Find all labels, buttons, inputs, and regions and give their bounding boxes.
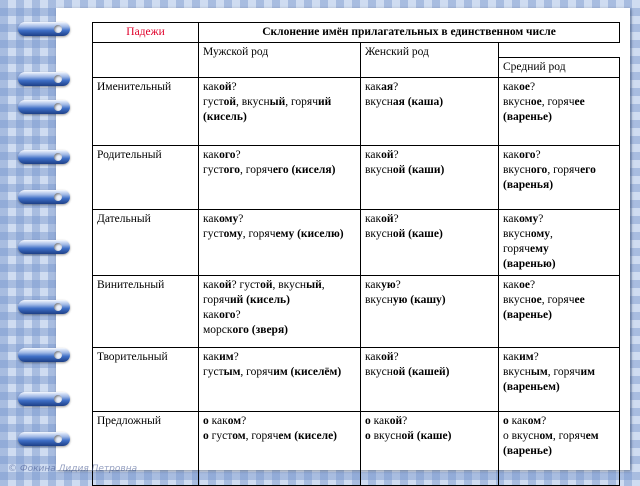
stem-text: , вкусн <box>236 96 270 108</box>
ending-bold: ым <box>530 366 548 378</box>
ending-bold: ое <box>530 294 542 306</box>
ending-bold: ой <box>381 351 394 363</box>
stem-text: как <box>203 351 220 363</box>
example-line <box>365 95 494 110</box>
ending-bold: ая (каша) <box>392 96 444 108</box>
header-cases: Падежи <box>93 23 199 43</box>
ending-bold: ой <box>381 213 394 225</box>
ending-bold: ой (кашей) <box>392 366 450 378</box>
stem-text: ? <box>393 149 399 161</box>
example-line <box>503 212 615 227</box>
ending-bold: ее <box>574 294 585 306</box>
stem-text: как <box>365 81 382 93</box>
example-line <box>503 350 615 365</box>
declension-table <box>92 22 620 486</box>
table-row <box>93 78 620 146</box>
ending-bold: ое <box>519 81 530 93</box>
table-row <box>93 412 620 486</box>
cell-masc <box>199 210 361 276</box>
stem-text: ? <box>533 351 539 363</box>
example-line <box>503 414 615 429</box>
stem-text: , горяч <box>285 96 318 108</box>
stem-text: ? <box>241 415 247 427</box>
example-line <box>503 257 615 272</box>
ending-bold: ом <box>232 430 246 442</box>
example-line <box>503 80 615 95</box>
stem-text: вкусн <box>503 294 531 306</box>
example-line <box>203 278 356 293</box>
cell-masc <box>199 78 361 146</box>
ending-bold: ом <box>527 415 542 427</box>
example-line <box>503 163 615 178</box>
table-row <box>93 210 620 276</box>
example-line <box>203 80 356 95</box>
binder-ring-icon <box>18 22 70 36</box>
stem-text: густ <box>203 164 224 176</box>
stem-text: густ <box>203 366 224 378</box>
case-name: Творительный <box>93 348 199 412</box>
case-name: Родительный <box>93 146 199 210</box>
example-line <box>203 365 356 380</box>
binder-ring-icon <box>18 300 70 314</box>
ending-bold: ой <box>389 415 403 427</box>
cell-fem <box>361 348 499 412</box>
stem-text: ? <box>541 415 547 427</box>
stem-text: как <box>503 213 520 225</box>
example-line <box>203 227 356 242</box>
cell-fem <box>361 210 499 276</box>
example-line <box>365 278 494 293</box>
stem-text: как <box>503 149 520 161</box>
stem-text: горяч <box>503 243 531 255</box>
ending-bold: ой (каше) <box>401 430 452 442</box>
stem-text: как <box>365 351 382 363</box>
ending-bold: ий <box>318 96 332 108</box>
cell-fem <box>361 412 499 486</box>
ending-bold: ая <box>381 81 394 93</box>
stem-text: , вкусн <box>272 279 307 291</box>
stem-text: как <box>503 81 520 93</box>
ending-bold: его (киселя) <box>272 164 336 176</box>
example-line <box>503 444 615 459</box>
ending-bold: ой <box>260 279 273 291</box>
case-name: Винительный <box>93 276 199 348</box>
stem-text: как <box>365 149 382 161</box>
case-name: Именительный <box>93 78 199 146</box>
ending-bold: ой <box>223 96 236 108</box>
stem-text: о вкусн <box>503 430 540 442</box>
stem-text: ? <box>393 213 399 225</box>
cell-masc <box>199 276 361 348</box>
stem-text: ? <box>231 81 237 93</box>
cell-neut <box>499 78 620 146</box>
cell-fem <box>361 276 499 348</box>
cell-fem <box>361 78 499 146</box>
ending-bold: (кисель) <box>203 111 247 123</box>
ending-bold: ему (киселю) <box>275 228 344 240</box>
example-line <box>503 110 615 125</box>
example-line <box>203 308 356 323</box>
example-line <box>203 148 356 163</box>
binder-ring-icon <box>18 240 70 254</box>
ending-bold: о <box>503 415 509 427</box>
example-line <box>503 380 615 395</box>
ending-bold: о <box>203 430 209 442</box>
stem-text: , горяч <box>552 430 586 442</box>
ending-bold: ий (кисель) <box>230 294 290 306</box>
ending-bold: ой <box>219 81 232 93</box>
stem-text: ? <box>529 81 536 93</box>
example-line <box>203 429 356 444</box>
ending-bold: ой (каше) <box>392 228 443 240</box>
stem-text: как <box>365 213 382 225</box>
ending-bold: (варенья) <box>503 179 554 191</box>
stem-text: вкусн <box>503 164 531 176</box>
header-neut: Средний род <box>499 58 620 78</box>
binder-ring-icon <box>18 72 70 86</box>
stem-text: ? <box>402 415 408 427</box>
ending-bold: ему <box>530 243 549 255</box>
example-line <box>365 163 494 178</box>
cell-neut <box>499 412 620 486</box>
ending-bold: ой <box>219 279 232 291</box>
ending-bold: им <box>219 351 234 363</box>
cell-neut <box>499 146 620 210</box>
header-neut-spacer <box>499 43 620 58</box>
example-line <box>203 163 356 178</box>
cell-fem <box>361 146 499 210</box>
ending-bold: ому <box>223 228 243 240</box>
ending-bold: ем (киселе) <box>278 430 338 442</box>
ending-bold: ого <box>219 309 236 321</box>
table-row <box>93 348 620 412</box>
stem-text: ? <box>538 213 544 225</box>
stem-text: , горяч <box>242 228 276 240</box>
stem-text: как <box>203 279 220 291</box>
stem-text: как <box>203 149 220 161</box>
ending-bold: ем <box>585 430 599 442</box>
stem-text: как <box>208 415 228 427</box>
binder-ring-icon <box>18 392 70 406</box>
stem-text: как <box>203 213 220 225</box>
ending-bold: ую (кашу) <box>392 294 446 306</box>
ending-bold: ом <box>539 430 553 442</box>
binder-ring-icon <box>18 432 70 446</box>
stem-text: как <box>365 279 382 291</box>
example-line <box>203 414 356 429</box>
stem-text: ? <box>233 351 239 363</box>
stem-text: вкусн <box>365 294 393 306</box>
stem-text: густ <box>208 430 233 442</box>
example-line <box>203 212 356 227</box>
stem-text: вкусн <box>365 228 393 240</box>
cell-masc <box>199 348 361 412</box>
example-line <box>203 293 356 308</box>
binder-ring-icon <box>18 100 70 114</box>
binder-ring-icon <box>18 348 70 362</box>
ending-bold: (варенье) <box>503 111 552 123</box>
example-line <box>365 148 494 163</box>
ending-bold: (варенье) <box>503 309 552 321</box>
ending-bold: ее <box>574 96 585 108</box>
ending-bold: ом <box>227 415 242 427</box>
ending-bold: ого (зверя) <box>232 324 288 336</box>
example-line <box>365 80 494 95</box>
stem-text: ? <box>529 279 536 291</box>
header-fem: Женский род <box>361 43 499 78</box>
ending-bold: ой <box>381 149 394 161</box>
cell-neut <box>499 348 620 412</box>
stem-text: , <box>550 228 553 240</box>
example-line <box>365 414 494 429</box>
stem-text: вкусн <box>365 366 393 378</box>
ending-bold: ого <box>219 149 236 161</box>
ending-bold: ому <box>530 228 550 240</box>
ending-bold: ой (каши) <box>392 164 445 176</box>
header-title: Склонение имён прилагательных в единственном числе <box>199 23 620 43</box>
ending-bold: ую <box>381 279 396 291</box>
example-line <box>365 365 494 380</box>
ending-bold: о <box>365 430 371 442</box>
ending-bold: (вареньем) <box>503 381 560 393</box>
stem-text: , горяч <box>547 366 581 378</box>
ending-bold: (варенью) <box>503 258 556 270</box>
header-spacer <box>93 43 199 78</box>
example-line <box>503 308 615 323</box>
stem-text: ? <box>535 149 541 161</box>
ending-bold: ый <box>306 279 322 291</box>
stem-text: густ <box>203 96 224 108</box>
example-line <box>503 278 615 293</box>
ending-bold: им <box>580 366 595 378</box>
stem-text: , горяч <box>240 366 274 378</box>
example-line <box>503 148 615 163</box>
stem-text: ? <box>393 351 399 363</box>
stem-text: вкусн <box>365 164 393 176</box>
stem-text: горяч <box>203 294 231 306</box>
cell-neut <box>499 276 620 348</box>
example-line <box>365 227 494 242</box>
ending-bold: ое <box>530 96 542 108</box>
stem-text: вкусн <box>370 430 402 442</box>
stem-text: вкусн <box>503 96 531 108</box>
example-line <box>503 178 615 193</box>
binder-ring-icon <box>18 190 70 204</box>
example-line <box>365 293 494 308</box>
ending-bold: его <box>580 164 596 176</box>
stem-text: вкусн <box>503 228 531 240</box>
example-line <box>203 350 356 365</box>
stem-text: вкусн <box>503 366 531 378</box>
case-name: Дательный <box>93 210 199 276</box>
stem-text: ? <box>238 213 244 225</box>
ending-bold: о <box>365 415 371 427</box>
ending-bold: им <box>519 351 534 363</box>
stem-text: как <box>203 309 220 321</box>
example-line <box>503 242 615 257</box>
stem-text: как <box>508 415 528 427</box>
stem-text: ? <box>393 81 399 93</box>
table-row <box>93 276 620 348</box>
stem-text: ? густ <box>231 279 261 291</box>
example-line <box>503 293 615 308</box>
example-line <box>365 429 494 444</box>
stem-text: густ <box>203 228 224 240</box>
ending-bold: о <box>203 415 209 427</box>
stem-text: вкусн <box>365 96 393 108</box>
stem-text: как <box>503 279 520 291</box>
example-line <box>365 350 494 365</box>
ending-bold: им (киселём) <box>273 366 342 378</box>
stem-text: как <box>370 415 390 427</box>
stem-text: как <box>503 351 520 363</box>
ending-bold: ого <box>519 149 536 161</box>
stem-text: ? <box>235 309 241 321</box>
header-masc: Мужской род <box>199 43 361 78</box>
example-line <box>203 110 356 125</box>
stem-text: ? <box>235 149 241 161</box>
stem-text: , горяч <box>240 164 273 176</box>
stem-text: , горяч <box>541 96 575 108</box>
stem-text: , горяч <box>245 430 279 442</box>
stem-text: ? <box>395 279 401 291</box>
stem-text: , горяч <box>541 294 575 306</box>
example-line <box>365 212 494 227</box>
example-line <box>203 323 356 338</box>
watermark: © Фокина Лидия Петровна <box>8 464 138 474</box>
binder-ring-icon <box>18 150 70 164</box>
example-line <box>503 365 615 380</box>
ending-bold: ый <box>269 96 286 108</box>
example-line <box>503 429 615 444</box>
stem-text: как <box>203 81 220 93</box>
ending-bold: ым <box>223 366 241 378</box>
cell-neut <box>499 210 620 276</box>
stem-text: , <box>321 279 325 291</box>
ending-bold: ому <box>219 213 239 225</box>
example-line <box>503 227 615 242</box>
ending-bold: (варенье) <box>503 445 552 457</box>
cell-masc <box>199 412 361 486</box>
ending-bold: ого <box>223 164 241 176</box>
stem-text: , горяч <box>547 164 581 176</box>
case-name: Предложный <box>93 412 199 486</box>
ending-bold: ого <box>530 164 548 176</box>
example-line <box>503 95 615 110</box>
ending-bold: ое <box>519 279 530 291</box>
ending-bold: ому <box>519 213 539 225</box>
table-row <box>93 146 620 210</box>
example-line <box>203 95 356 110</box>
cell-masc <box>199 146 361 210</box>
stem-text: морск <box>203 324 233 336</box>
